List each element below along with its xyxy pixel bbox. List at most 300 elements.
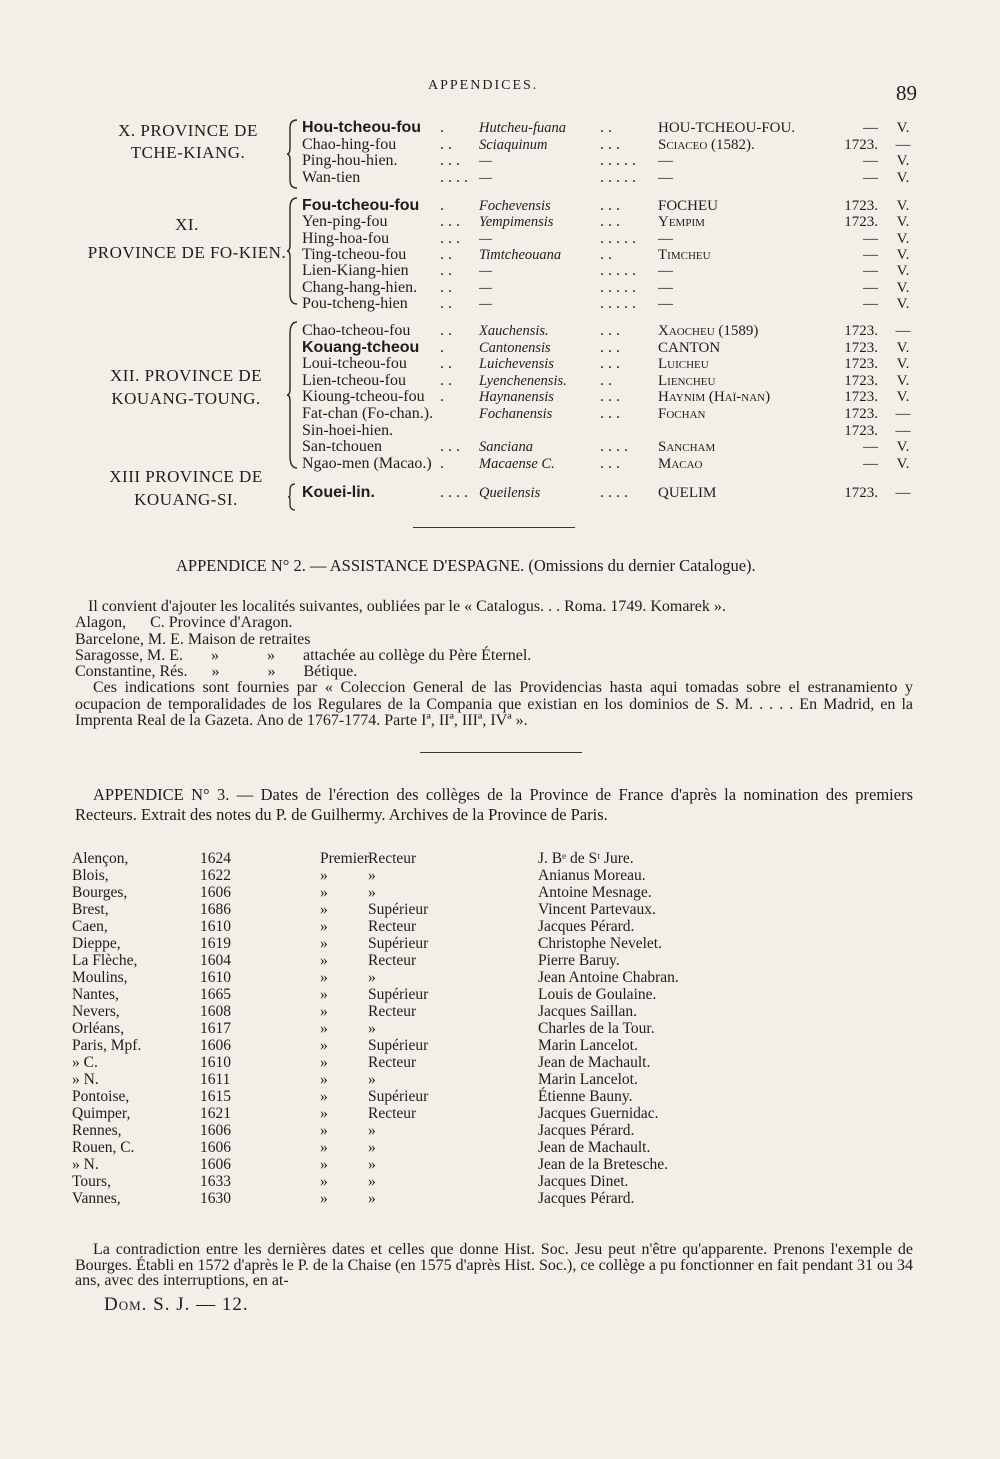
- dot-leader: . . .: [440, 229, 460, 247]
- place-name: Pou-tcheng-hien: [302, 294, 408, 312]
- year: —: [863, 439, 878, 456]
- catalog-name: HOU-TCHEOU-FOU.: [658, 120, 796, 136]
- title-cell: Premier: [320, 850, 370, 867]
- table-row: [72, 850, 772, 867]
- rector-cell: Jacques Pérard.: [538, 1122, 635, 1139]
- city-cell: Alençon,: [72, 850, 129, 867]
- year: —: [863, 295, 878, 312]
- latin-name: Cantonensis: [479, 339, 551, 356]
- office-cell: »: [368, 1156, 376, 1173]
- dot-leader: . . . . .: [600, 294, 636, 312]
- latin-name: Sanciana: [479, 439, 533, 456]
- catalog-name: Timcheu: [658, 246, 711, 263]
- rector-cell: Étienne Bauny.: [538, 1088, 633, 1105]
- mark: V.: [896, 230, 910, 247]
- rector-cell: Marin Lancelot.: [538, 1071, 638, 1088]
- dot-leader: . . . . .: [600, 262, 636, 280]
- year-cell: 1615: [200, 1088, 231, 1105]
- mark: V.: [896, 455, 910, 472]
- province-name-line: KOUANG-SI.: [134, 490, 238, 509]
- rector-cell: J. Bᵉ de Sᵗ Jure.: [538, 850, 634, 867]
- province-row: [302, 388, 942, 406]
- dot-leader: . . .: [600, 388, 620, 406]
- province-row: [302, 262, 942, 280]
- rector-cell: Jacques Saillan.: [538, 1003, 638, 1020]
- city-cell: Brest,: [72, 901, 109, 918]
- dot-leader: . . .: [440, 438, 460, 456]
- year: 1723.: [844, 422, 878, 439]
- mark: V.: [896, 339, 910, 356]
- catalog-name: CANTON: [658, 339, 721, 356]
- title-cell: »: [320, 1105, 328, 1122]
- dot-leader: . . .: [600, 405, 620, 422]
- dot-leader: . .: [440, 135, 452, 153]
- catalog-name: QUELIM: [658, 485, 717, 501]
- title-cell: »: [320, 1173, 328, 1190]
- place-name: Loui-tcheou-fou: [302, 355, 407, 373]
- year-cell: 1606: [200, 884, 231, 901]
- latin-name: —: [479, 263, 492, 280]
- table-row: [72, 1054, 772, 1071]
- dot-leader: . . . .: [600, 484, 628, 501]
- mark: —: [895, 485, 911, 501]
- title-cell: »: [320, 1190, 328, 1207]
- mark: —: [895, 406, 911, 422]
- year-cell: 1606: [200, 1139, 231, 1156]
- office-cell: Recteur: [368, 1054, 417, 1071]
- year: 1723.: [844, 198, 878, 214]
- office-cell: Recteur: [368, 1003, 417, 1020]
- province-row: [302, 484, 942, 502]
- dot-leader: . .: [440, 322, 452, 339]
- dot-leader: . . . . .: [600, 229, 636, 247]
- city-cell: » C.: [72, 1054, 98, 1071]
- dot-leader: . .: [600, 245, 612, 263]
- rector-cell: Charles de la Tour.: [538, 1020, 655, 1037]
- divider: [420, 752, 582, 753]
- table-row: [72, 1156, 772, 1173]
- title-cell: »: [320, 918, 328, 935]
- divider: [413, 527, 575, 528]
- year: —: [863, 169, 878, 186]
- province-row: [302, 455, 942, 473]
- table-row: [72, 1003, 772, 1020]
- year: —: [863, 455, 878, 472]
- title-cell: »: [320, 1156, 328, 1173]
- place-name: Kouei-lin.: [302, 484, 375, 501]
- year: —: [863, 120, 878, 136]
- rector-cell: Jacques Pérard.: [538, 918, 635, 935]
- year: 1723.: [844, 356, 878, 373]
- place-name: Kouang-tcheou: [302, 338, 420, 356]
- dot-leader: . .: [440, 262, 452, 280]
- province-row: [302, 230, 942, 248]
- year: 1723.: [844, 389, 878, 406]
- province-row: [302, 438, 942, 456]
- catalog-name: —: [658, 295, 673, 312]
- appendix-3-heading-text: APPENDICE N° 3. — Dates de l'érection des collèges de la Province de France d'après la nomination des premiers Recteurs. Extrait des notes du P. de Guilhermy. Archives de la Province de Paris.: [75, 785, 913, 824]
- office-cell: Supérieur: [368, 901, 429, 918]
- province-row: [302, 295, 942, 313]
- table-row: [72, 1020, 772, 1037]
- province-row: [302, 136, 942, 154]
- year-cell: 1610: [200, 969, 231, 986]
- office-cell: Supérieur: [368, 1037, 429, 1054]
- province-row: [302, 246, 942, 264]
- dot-leader: . . . .: [440, 484, 468, 501]
- catalog-name: Macao: [658, 455, 703, 472]
- table-row: [72, 1122, 772, 1139]
- appendix-2-intro: Il convient d'ajouter les localités suivantes, oubliées par le « Catalogus. . . Roma. 1749. Komarek ».: [88, 598, 726, 615]
- latin-name: —: [479, 230, 492, 247]
- catalog-name: Luicheu: [658, 356, 709, 373]
- province-xii-label: [92, 366, 280, 409]
- table-row: [72, 867, 772, 884]
- dot-leader: . . .: [600, 454, 620, 472]
- closing-text: La contradiction entre les dernières dates et celles que donne Hist. Soc. Jesu peut n'être qu'apparente. Prenons l'exemple de Bourges. Établi en 1572 d'après le P. de la Chaise (en 1575 d'après Hist. Soc.), ce collège a pu fonctionner en fait pendant 31 ou 34 ans, avec des interruptions, en at-: [75, 1241, 913, 1289]
- latin-name: Lyenchenensis.: [479, 372, 567, 389]
- province-row: [302, 405, 942, 423]
- rector-cell: Jean de la Bretesche.: [538, 1156, 668, 1173]
- dot-leader: . . .: [600, 135, 620, 153]
- mark: V.: [896, 246, 910, 263]
- place-name: Fat-chan (Fo-chan.).: [302, 405, 434, 422]
- dot-leader: . . . .: [600, 438, 628, 456]
- office-cell: »: [368, 969, 376, 986]
- place-name: Ping-hou-hien.: [302, 152, 398, 169]
- latin-name: —: [479, 279, 492, 296]
- title-cell: »: [320, 1003, 328, 1020]
- province-name-line: PROVINCE DE FO-KIEN.: [87, 243, 287, 262]
- title-cell: »: [320, 969, 328, 986]
- place-name: Sin-hoei-hien.: [302, 421, 394, 439]
- office-cell: »: [368, 1139, 376, 1156]
- mark: V.: [896, 389, 910, 406]
- city-cell: Dieppe,: [72, 935, 121, 952]
- rector-cell: Pierre Baruy.: [538, 952, 620, 969]
- office-cell: Recteur: [368, 918, 417, 935]
- city-cell: Quimper,: [72, 1105, 131, 1122]
- dot-leader: . . .: [440, 213, 460, 231]
- table-row: [72, 935, 772, 952]
- dot-leader: . .: [440, 355, 452, 373]
- rector-cell: Jacques Dinet.: [538, 1173, 629, 1190]
- latin-name: Fochevensis: [479, 198, 551, 214]
- province-row: [302, 152, 942, 170]
- place-name: Hou-tcheou-fou: [302, 119, 422, 136]
- year: —: [863, 230, 878, 247]
- province-row: [302, 355, 942, 373]
- dot-leader: . . .: [600, 322, 620, 339]
- office-cell: Recteur: [368, 952, 417, 969]
- dot-leader: . .: [440, 278, 452, 296]
- catalog-name: —: [658, 279, 673, 296]
- brace-icon: [286, 196, 300, 306]
- province-row: [302, 322, 942, 340]
- year-cell: 1633: [200, 1173, 231, 1190]
- year-cell: 1621: [200, 1105, 231, 1122]
- catalog-name: Yempim: [658, 214, 705, 231]
- city-cell: Tours,: [72, 1173, 111, 1190]
- mark: V.: [896, 279, 910, 296]
- office-cell: Supérieur: [368, 935, 429, 952]
- province-row: [302, 119, 942, 137]
- place-name: Wan-tien: [302, 168, 361, 186]
- place-name: Chao-tcheou-fou: [302, 322, 411, 339]
- brace-icon: [286, 320, 300, 470]
- dot-leader: . . .: [600, 213, 620, 231]
- province-row: [302, 279, 942, 297]
- appendix-2-line: Constantine, Rés. » » Bétique.: [75, 663, 358, 681]
- province-name-line: TCHE-KIANG.: [130, 143, 246, 162]
- province-name-line: XIII PROVINCE DE: [109, 467, 263, 486]
- province-row: [302, 213, 942, 231]
- year-cell: 1622: [200, 867, 231, 884]
- table-row: [72, 1037, 772, 1054]
- province-name-line: X. PROVINCE DE: [118, 121, 258, 140]
- appendix-2-body: [75, 591, 913, 729]
- office-cell: Supérieur: [368, 986, 429, 1003]
- office-cell: »: [368, 884, 376, 901]
- office-cell: Supérieur: [368, 1088, 429, 1105]
- year-cell: 1606: [200, 1156, 231, 1173]
- table-row: [72, 1071, 772, 1088]
- latin-name: Xauchensis.: [479, 323, 549, 339]
- rector-cell: Anianus Moreau.: [538, 867, 646, 884]
- title-cell: »: [320, 1088, 328, 1105]
- province-name-line: XII. PROVINCE DE: [109, 366, 263, 385]
- place-name: Ngao-men (Macao.): [302, 454, 432, 472]
- city-cell: Paris, Mpf.: [72, 1037, 142, 1054]
- latin-name: Fochanensis: [479, 406, 553, 422]
- province-row: [302, 339, 942, 357]
- latin-name: Luichevensis: [479, 356, 554, 373]
- dot-leader: . .: [600, 371, 612, 389]
- mark: V.: [896, 153, 910, 169]
- place-name: Ting-tcheou-fou: [302, 245, 407, 263]
- catalog-name: FOCHEU: [658, 198, 719, 214]
- catalog-name: —: [658, 169, 673, 186]
- mark: V.: [896, 263, 910, 280]
- rector-cell: Jacques Pérard.: [538, 1190, 635, 1207]
- year: 1723.: [844, 339, 878, 356]
- year: 1723.: [844, 214, 878, 231]
- city-cell: » N.: [72, 1156, 99, 1173]
- year-cell: 1611: [200, 1071, 231, 1088]
- mark: V.: [896, 198, 910, 214]
- province-xiii-label: [92, 467, 280, 510]
- province-row: [302, 197, 942, 215]
- dot-leader: .: [440, 454, 444, 472]
- dot-leader: . .: [440, 294, 452, 312]
- latin-name: Haynanensis: [479, 389, 554, 406]
- mark: V.: [896, 295, 910, 312]
- catalog-name: Liencheu: [658, 372, 716, 389]
- rector-cell: Antoine Mesnage.: [538, 884, 652, 901]
- dot-leader: . . . .: [440, 168, 468, 186]
- dot-leader: .: [440, 197, 444, 214]
- city-cell: Caen,: [72, 918, 108, 935]
- place-name: Lien-Kiang-hien: [302, 262, 409, 280]
- mark: —: [895, 136, 911, 153]
- table-row: [72, 952, 772, 969]
- dot-leader: . .: [440, 371, 452, 389]
- table-row: [72, 884, 772, 901]
- brace-icon: [287, 482, 297, 512]
- dot-leader: . . . . .: [600, 152, 636, 169]
- province-row: [302, 422, 942, 440]
- place-name: Kioung-tcheou-fou: [302, 388, 425, 406]
- year-cell: 1604: [200, 952, 231, 969]
- table-row: [72, 901, 772, 918]
- place-name: Chao-hing-fou: [302, 135, 397, 153]
- city-cell: Nantes,: [72, 986, 119, 1003]
- colleges-table: [72, 850, 772, 1207]
- latin-name: Queilensis: [479, 485, 541, 501]
- catalog-name: Sciaceo (1582).: [658, 136, 755, 153]
- title-cell: »: [320, 986, 328, 1003]
- office-cell: »: [368, 1173, 376, 1190]
- city-cell: Nevers,: [72, 1003, 120, 1020]
- dot-leader: .: [440, 388, 444, 406]
- title-cell: »: [320, 1139, 328, 1156]
- appendix-2-note: Ces indications sont fournies par « Coleccion General de las Providencias hasta aqui tomadas sobre el estranamiento y ocupacion de temporalidades de los Regulares de la Compania que existian en los dominios de S. M. . . . . En Madrid, en la Imprenta Real de la Gazeta. Ano de 1767-1774. Parte Iª, IIª, IIIª, IVª ».: [75, 679, 913, 730]
- title-cell: »: [320, 1020, 328, 1037]
- city-cell: Bourges,: [72, 884, 128, 901]
- title-cell: »: [320, 867, 328, 884]
- appendix-2-line: Saragosse, M. E. » » attachée au collège du Père Éternel.: [75, 646, 532, 664]
- city-cell: » N.: [72, 1071, 99, 1088]
- rector-cell: Jean Antoine Chabran.: [538, 969, 679, 986]
- catalog-name: Xaocheu (1589): [658, 323, 759, 339]
- title-cell: »: [320, 901, 328, 918]
- province-x-label: [100, 121, 276, 163]
- appendix-2-line: Barcelone, M. E. Maison de retraites: [75, 630, 311, 648]
- year: —: [863, 263, 878, 280]
- catalog-name: Fochan: [658, 406, 706, 422]
- appendix-2-line: Alagon, C. Province d'Aragon.: [75, 614, 293, 632]
- dot-leader: . . . . .: [600, 168, 636, 186]
- city-cell: Orléans,: [72, 1020, 125, 1037]
- latin-name: Hutcheu-fuana: [479, 120, 566, 136]
- appendix-2-heading: APPENDICE N° 2. — ASSISTANCE D'ESPAGNE. (Omissions du dernier Catalogue).: [176, 556, 756, 575]
- city-cell: Moulins,: [72, 969, 128, 986]
- mark: —: [895, 422, 911, 439]
- city-cell: Blois,: [72, 867, 109, 884]
- year: 1723.: [844, 323, 878, 339]
- latin-name: Timtcheouana: [479, 246, 562, 263]
- province-name-line: KOUANG-TOUNG.: [111, 389, 261, 408]
- table-row: [72, 969, 772, 986]
- city-cell: Pontoise,: [72, 1088, 130, 1105]
- table-row: [72, 1190, 772, 1207]
- year-cell: 1606: [200, 1037, 231, 1054]
- year: —: [863, 279, 878, 296]
- rector-cell: Jacques Guernidac.: [538, 1105, 659, 1122]
- mark: V.: [896, 120, 910, 136]
- year: 1723.: [844, 406, 878, 422]
- place-name: San-tchouen: [302, 438, 382, 456]
- table-row: [72, 918, 772, 935]
- latin-name: —: [479, 153, 492, 169]
- dot-leader: . . .: [600, 355, 620, 373]
- place-name: Hing-hoa-fou: [302, 229, 390, 247]
- latin-name: Sciaquinum: [479, 136, 548, 153]
- title-cell: »: [320, 1054, 328, 1071]
- office-cell: »: [368, 1122, 376, 1139]
- brace-icon: [286, 118, 300, 190]
- year: —: [863, 153, 878, 169]
- place-name: Fou-tcheou-fou: [302, 197, 420, 214]
- province-row: [302, 169, 942, 187]
- table-row: [72, 1105, 772, 1122]
- latin-name: —: [479, 295, 492, 312]
- office-cell: »: [368, 1190, 376, 1207]
- city-cell: Rennes,: [72, 1122, 122, 1139]
- year-cell: 1617: [200, 1020, 231, 1037]
- title-cell: »: [320, 1071, 328, 1088]
- title-cell: »: [320, 884, 328, 901]
- title-cell: »: [320, 952, 328, 969]
- mark: V.: [896, 356, 910, 373]
- office-cell: Recteur: [368, 1105, 417, 1122]
- closing-paragraph: [75, 1242, 913, 1289]
- province-xi-label: [82, 215, 292, 263]
- rector-cell: Vincent Partevaux.: [538, 901, 656, 918]
- year-cell: 1619: [200, 935, 231, 952]
- dot-leader: . . .: [600, 197, 620, 214]
- running-header: APPENDICES.: [428, 78, 539, 93]
- rector-cell: Christophe Nevelet.: [538, 935, 662, 952]
- city-cell: Rouen, C.: [72, 1139, 135, 1156]
- title-cell: »: [320, 935, 328, 952]
- year-cell: 1610: [200, 1054, 231, 1071]
- place-name: Lien-tcheou-fou: [302, 371, 406, 389]
- latin-name: —: [479, 169, 492, 186]
- table-row: [72, 1088, 772, 1105]
- place-name: Chang-hang-hien.: [302, 278, 418, 296]
- year: 1723.: [844, 372, 878, 389]
- catalog-name: —: [658, 153, 673, 169]
- year-cell: 1630: [200, 1190, 231, 1207]
- dot-leader: .: [440, 338, 444, 356]
- year: 1723.: [844, 136, 878, 153]
- latin-name: Macaense C.: [479, 455, 555, 472]
- page-number: 89: [896, 81, 917, 105]
- office-cell: »: [368, 1020, 376, 1037]
- year-cell: 1624: [200, 850, 231, 867]
- mark: V.: [896, 169, 910, 186]
- latin-name: Yempimensis: [479, 214, 554, 231]
- office-cell: »: [368, 1071, 376, 1088]
- office-cell: »: [368, 867, 376, 884]
- place-name: Yen-ping-fou: [302, 213, 388, 231]
- dot-leader: . .: [440, 245, 452, 263]
- table-row: [72, 986, 772, 1003]
- catalog-name: Sancham: [658, 439, 716, 456]
- province-name-line: XI.: [175, 215, 199, 234]
- year-cell: 1686: [200, 901, 231, 918]
- rector-cell: Jean de Machault.: [538, 1139, 651, 1156]
- rector-cell: Louis de Goulaine.: [538, 986, 657, 1003]
- rector-cell: Marin Lancelot.: [538, 1037, 638, 1054]
- year-cell: 1610: [200, 918, 231, 935]
- province-row: [302, 372, 942, 390]
- footer-signature: Dom. S. J. — 12.: [104, 1294, 249, 1315]
- mark: —: [895, 323, 911, 339]
- mark: V.: [896, 214, 910, 231]
- city-cell: Vannes,: [72, 1190, 121, 1207]
